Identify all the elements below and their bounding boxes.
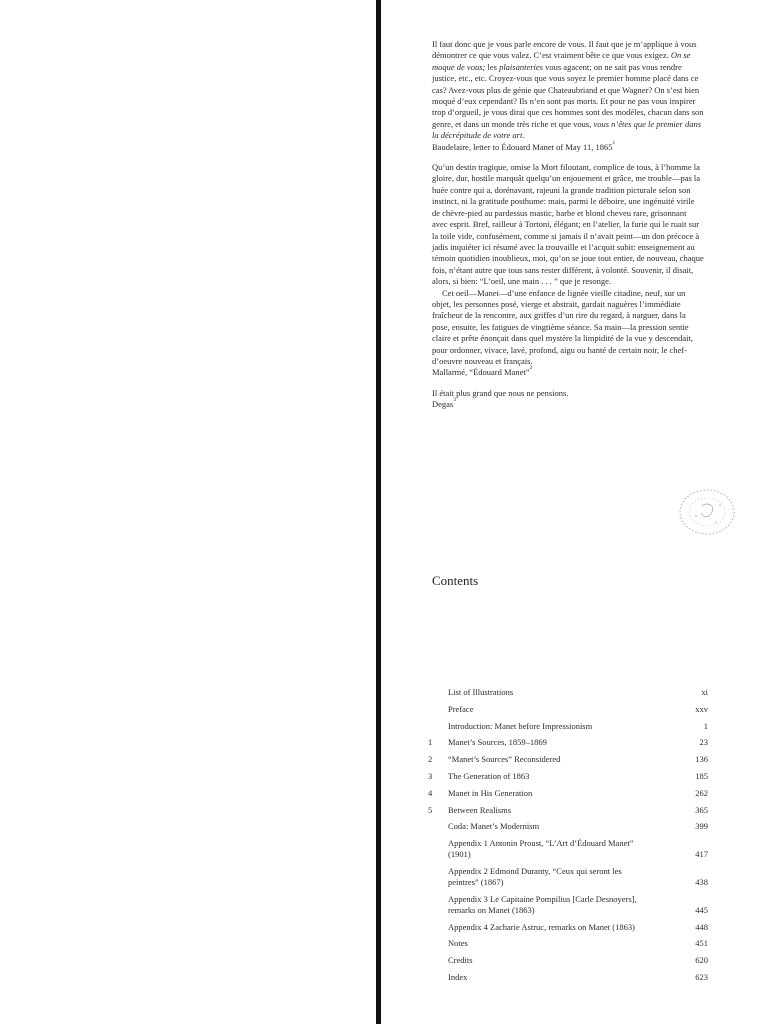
toc-entry[interactable]	[428, 754, 708, 765]
toc-entry[interactable]	[428, 955, 708, 966]
toc-page-number: 1	[703, 720, 708, 731]
toc-page-number: 136	[695, 754, 708, 765]
toc-entry-title: Index	[448, 971, 468, 982]
quote-text: vous agacent; on ne sait pas vous rendre justice, etc., etc. Croyez-vous que vous soyez le premier homme placé dans ce cas? Avez-vous plus de génie que Chateaubriand et que Wagner? On s’est bien moqué d’eux cependant? Ils n’en sont pas morts. Et pour ne pas vous inspirer trop d’orgueil, je vous dirai que ces hommes sont des modèles, chacun dans son genre, et dans un monde très riche et que vous,	[432, 61, 704, 129]
toc-chapter-number: 4	[428, 787, 433, 798]
toc-entry-title: Introduction: Manet before Impressionism	[448, 720, 593, 731]
footnote-marker: 1	[612, 139, 616, 146]
toc-page-number: 451	[695, 938, 708, 949]
toc-entry[interactable]	[428, 972, 708, 983]
toc-entry-title: Credits	[448, 955, 473, 966]
toc-page-number: 620	[695, 955, 708, 966]
epigraph-quote	[432, 162, 704, 287]
toc-entry-title: Appendix 2 Edmond Duranty, “Ceux qui seront les peintres” (1867)	[448, 865, 622, 887]
toc-entry[interactable]	[428, 821, 708, 832]
attribution-text: Mallarmé, “Édouard Manet”	[432, 367, 530, 378]
toc-entry[interactable]	[428, 721, 708, 732]
toc-entry-title: Coda: Manet’s Modernism	[448, 821, 540, 832]
quote-text: Il était plus grand que nous ne pensions.	[432, 387, 569, 398]
toc-entry-title: Manet’s Sources, 1859–1869	[448, 737, 547, 748]
toc-page-number: 448	[695, 921, 708, 932]
epigraph-block	[432, 162, 704, 379]
quote-italic-text: vous n’êtes que le premier dans la décrépitude de votre art.	[432, 118, 702, 141]
toc-entry[interactable]	[428, 805, 708, 816]
toc-entry[interactable]	[428, 922, 708, 933]
toc-entry-title: Preface	[448, 703, 474, 714]
epigraph-attribution	[432, 399, 704, 410]
epigraph-attribution	[432, 139, 704, 153]
toc-chapter-number: 1	[428, 737, 433, 748]
toc-entry[interactable]	[428, 737, 708, 748]
toc-entry-title: Between Realisms	[448, 804, 512, 815]
toc-page-number: 262	[695, 787, 708, 798]
quote-italic-text: On se moque de vous;	[432, 50, 691, 72]
epigraph-attribution	[432, 367, 704, 378]
toc-page-number: xxv	[695, 703, 708, 714]
toc-entry-title: List of Illustrations	[448, 687, 514, 697]
toc-chapter-number: 3	[428, 770, 433, 781]
toc-page-number: 365	[695, 804, 708, 815]
toc-page-number: 23	[699, 737, 708, 748]
library-stamp-icon	[676, 486, 738, 538]
epigraph-quote	[432, 39, 704, 142]
toc-page-number: 445	[695, 904, 708, 915]
toc-page-number: 399	[695, 821, 708, 832]
toc-chapter-number: 5	[428, 804, 433, 815]
footnote-marker: 2	[529, 365, 533, 372]
quote-text: Qu’un destin tragique, omise la Mort filoutant, complice de tous, à l’homme la gloire, dur, hostile marquât quelqu’un enjouement et grâce, me trouble—pas la huée contre qui a, dorénavant, rajeuni la grande tradition picturale selon son instinct, ni la gratitude posthume: mais, parmi le déboire, une ingénuité virile de chèvre-pied au pardessus mastic, barbe et blond cheveu rare, grisonnant avec esprit. Bref, railleur à Tortoni, élégant; en l’atelier, la furie qui le ruait sur la toile vide, confusément, comme si jamais il n’avait peint—un don précoce à jadis inquiéter ici résumé avec la trouvaille et l’acquit subit: enseignement au témoin quotidien inoublieux, moi, qu’on se joue tout entier, de nouveau, chaque fois, n’étant autre que tous sans rester différent, à volonté. Souvenir, il disait, alors, si bien: “L’oeil, une main . . . ” que je resonge.	[432, 162, 704, 287]
toc-entry[interactable]	[428, 866, 708, 888]
toc-entry-title: Appendix 4 Zacharie Astruc, remarks on Manet (1863)	[448, 921, 635, 932]
toc-entry[interactable]	[428, 704, 708, 715]
epigraph-quote	[432, 388, 704, 399]
book-spine-gutter	[376, 0, 381, 1024]
toc-page-number: 623	[695, 971, 708, 982]
toc-page-number: 417	[695, 849, 708, 860]
toc-page-number: 185	[695, 770, 708, 781]
attribution-text: Degas	[432, 399, 454, 410]
toc-entry[interactable]	[428, 687, 708, 698]
attribution-text: Baudelaire, letter to Édouard Manet of May 11, 1865	[432, 141, 613, 152]
toc-entry[interactable]	[428, 894, 708, 916]
quote-text: les	[485, 61, 500, 72]
toc-chapter-number: 2	[428, 754, 433, 765]
toc-entry[interactable]	[428, 771, 708, 782]
footnote-marker: 3	[453, 397, 456, 404]
quote-italic-text: plaisanteries	[499, 61, 543, 72]
toc-entry[interactable]	[428, 788, 708, 799]
table-of-contents	[428, 687, 708, 989]
toc-entry[interactable]	[428, 938, 708, 949]
toc-entry-title: The Generation of 1863	[448, 770, 530, 781]
quote-text: Cet oeil—Manet—d’une enfance de lignée vieille citadine, neuf, sur un objet, les personnes posé, vierge et abstrait, gardait naguères l’immédiate fraîcheur de la rencontre, aux griffes d’un rire du regard, à narguer, dans la pose, ensuite, les fatigues de vingtième séance. Sa main—la pression sentie claire et prête énonçait dans quel mystère la limpidité de la vue y descendait, pour ordonner, vivace, lavé, profond, aigu ou hanté de certain noir, le chef-d’oeuvre nouveau et français.	[432, 287, 694, 366]
toc-page-number: xi	[701, 687, 708, 697]
quote-text: Il faut donc que je vous parle encore de vous. Il faut que je m’applique à vous démontrer ce que vous valez. C’est vraiment bête ce que vous exigez.	[432, 39, 697, 61]
toc-entry-title: Notes	[448, 938, 468, 949]
toc-page-number: 438	[695, 876, 708, 887]
toc-entry[interactable]	[428, 838, 708, 860]
toc-entry-title: Appendix 1 Antonin Proust, “L’Art d’Édouard Manet” (1901)	[448, 838, 634, 860]
epigraph-quote	[432, 288, 704, 368]
toc-entry-title: “Manet’s Sources” Reconsidered	[448, 754, 561, 765]
epigraph-block	[432, 39, 704, 153]
toc-entry-title: Appendix 3 Le Capitaine Pompilius [Carle Desnoyers], remarks on Manet (1863)	[448, 893, 637, 915]
contents-heading: Contents	[432, 573, 479, 588]
epigraph-block	[432, 388, 704, 411]
epigraphs-section	[432, 39, 704, 420]
toc-entry-title: Manet in His Generation	[448, 787, 533, 798]
